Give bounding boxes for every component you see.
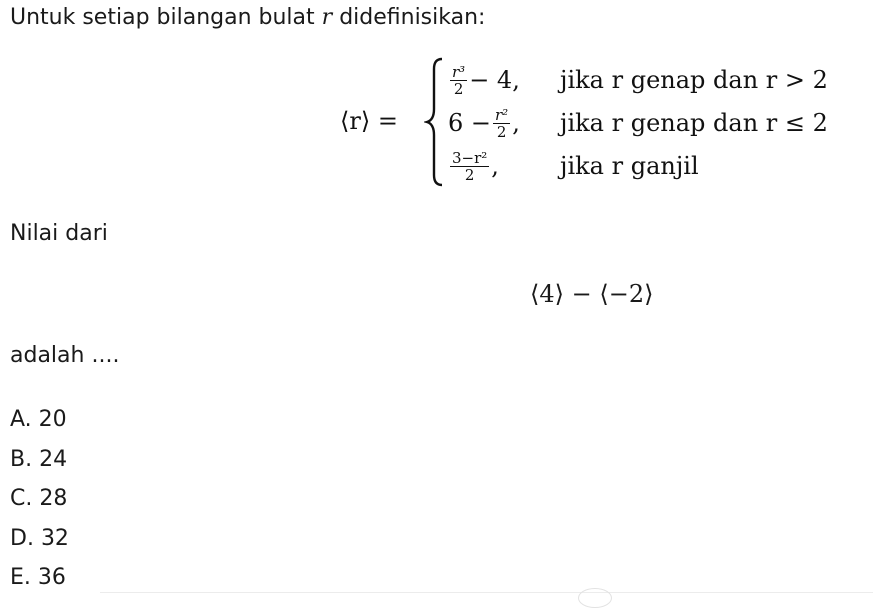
option-a-value: 20 (38, 407, 67, 432)
case-2-expression: 6 − $\frac{\text{r²}}{2}$ , (448, 105, 520, 141)
question-intro: Nilai dari (10, 221, 108, 246)
left-brace (424, 57, 446, 187)
intro-after: didefinisikan: (339, 5, 486, 30)
option-d-value: 32 (40, 526, 69, 551)
option-b-value: 24 (39, 447, 68, 472)
option-c-value: 28 (39, 486, 68, 511)
case-1-fraction: $\frac{\text{r³}}{2}$ (452, 62, 466, 98)
case-2-fraction: $\frac{\text{r²}}{2}$ (495, 105, 509, 141)
definition-lhs: ⟨r⟩ = (340, 107, 398, 135)
option-e[interactable] (10, 564, 66, 592)
option-e-letter: E. (10, 565, 31, 590)
option-d[interactable] (10, 525, 69, 553)
case-1-condition: jika r genap dan r > 2 (560, 66, 828, 94)
scroll-indicator[interactable] (578, 588, 612, 608)
case-3-expression: $\frac{\text{3−r²}}{2}$ , (452, 148, 499, 184)
case-3-fraction: $\frac{\text{3−r²}}{2}$ (452, 148, 488, 184)
case-row-2 (448, 103, 828, 143)
option-c-letter: C. (10, 486, 33, 511)
option-a[interactable] (10, 406, 67, 434)
intro-before: Untuk setiap bilangan bulat (10, 5, 315, 30)
intro-text (10, 4, 485, 32)
case-row-1 (448, 60, 828, 100)
case-row-3 (448, 146, 699, 186)
question-end: adalah .... (10, 343, 120, 368)
option-e-value: 36 (37, 565, 66, 590)
option-b[interactable] (10, 446, 67, 474)
case-1-expression: $\frac{\text{r³}}{2}$ − 4, (452, 62, 520, 98)
case-2-condition: jika r genap dan r ≤ 2 (560, 109, 828, 137)
option-a-letter: A. (10, 407, 32, 432)
case-3-condition: jika r ganjil (560, 152, 699, 180)
option-b-letter: B. (10, 447, 33, 472)
option-c[interactable] (10, 485, 67, 513)
option-d-letter: D. (10, 526, 34, 551)
intro-variable: r (321, 5, 333, 30)
expression: ⟨4⟩ − ⟨−2⟩ (530, 280, 654, 308)
bottom-divider (100, 592, 873, 593)
